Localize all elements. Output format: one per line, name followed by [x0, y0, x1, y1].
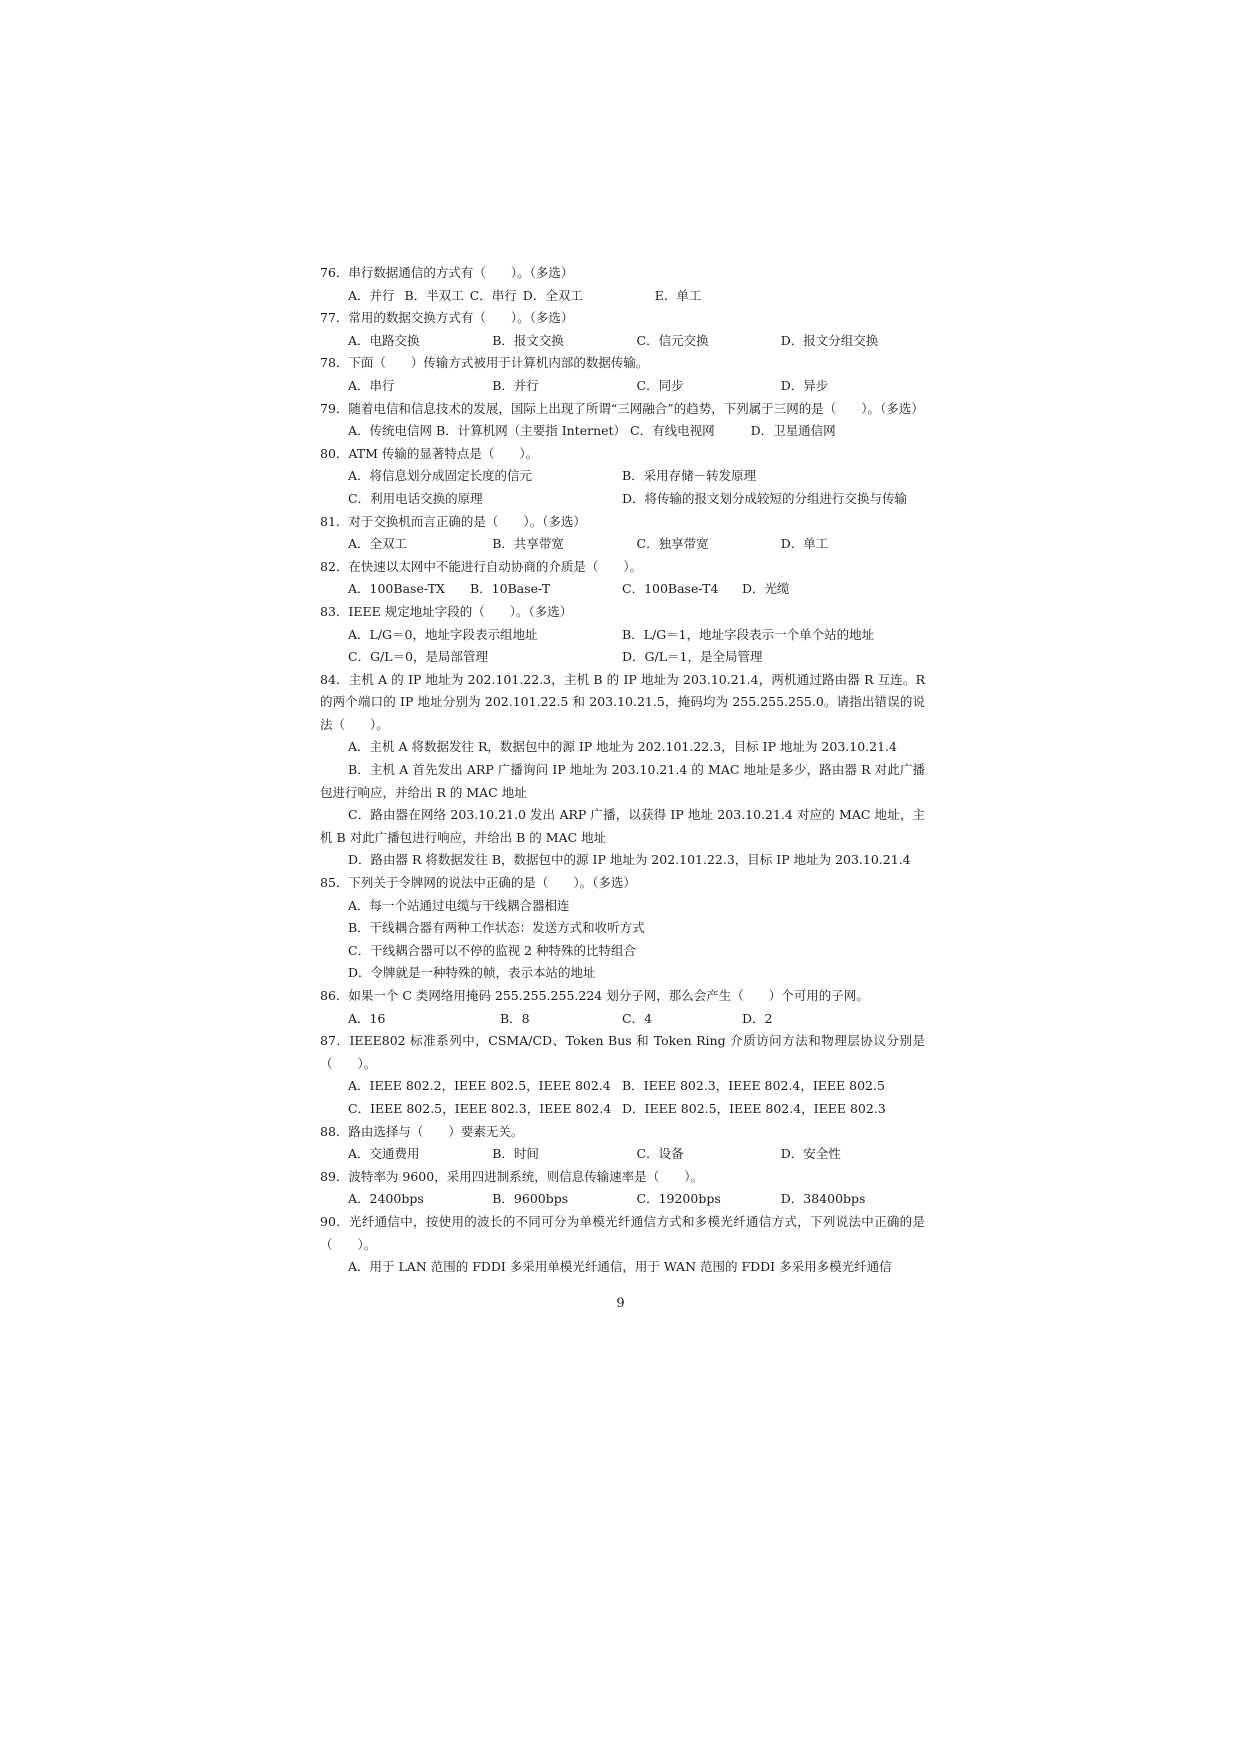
options-88 — [320, 1143, 925, 1166]
options-89 — [320, 1188, 925, 1211]
options-80-row1 — [320, 465, 925, 488]
question-78: 78．下面（ ）传输方式被用于计算机内部的数据传输。 — [320, 355, 649, 371]
options-78 — [320, 375, 925, 398]
option: C．信元交换 — [636, 332, 709, 348]
option: C．G/L＝0，是局部管理 — [348, 649, 489, 665]
question-88: 88．路由选择与（ ）要素无关。 — [320, 1123, 524, 1139]
options-83-row1 — [320, 624, 925, 647]
options-82 — [320, 578, 925, 601]
options-83-row2 — [320, 646, 925, 669]
option: D．报文分组交换 — [780, 332, 879, 348]
option: B．计算机网（主要指 Internet） — [436, 423, 627, 439]
option: A．交通费用 — [348, 1146, 420, 1162]
option: B．10Base-T — [470, 581, 551, 597]
option: B．干线耦合器有两种工作状态：发送方式和收听方式 — [348, 920, 645, 936]
option: C．19200bps — [636, 1191, 721, 1207]
option: C．100Base-T4 — [622, 581, 719, 597]
option: A．传统电信网 — [348, 423, 433, 439]
question-81: 81．对于交换机而言正确的是（ ）。（多选） — [320, 513, 586, 529]
question-82: 82．在快速以太网中不能进行自动协商的介质是（ ）。 — [320, 558, 643, 574]
option: D．G/L＝1，是全局管理 — [622, 649, 763, 665]
option: D．路由器 R 将数据发往 B，数据包中的源 IP 地址为 202.101.22.3，目标 IP 地址为 203.10.21.4 — [348, 852, 911, 868]
document-body — [320, 262, 925, 1279]
option: B．IEEE 802.3，IEEE 802.4，IEEE 802.5 — [622, 1078, 885, 1094]
options-79 — [320, 420, 925, 443]
option: C．独享带宽 — [636, 536, 709, 552]
option: D．安全性 — [780, 1146, 841, 1162]
option: A．100Base-TX — [348, 581, 445, 597]
question-87: 87．IEEE802 标准系列中，CSMA/CD、Token Bus 和 Token Ring 介质访问方法和物理层协议分别是（ ）。 — [320, 1033, 925, 1071]
option: B．主机 A 首先发出 ARP 广播询问 IP 地址为 203.10.21.4 的 MAC 地址是多少，路由器 R 对此广播包进行响应，并给出 R 的 MAC 地址 — [320, 762, 925, 800]
options-76 — [320, 285, 925, 308]
option: D．IEEE 802.5，IEEE 802.4，IEEE 802.3 — [622, 1100, 886, 1116]
option: B．半双工 — [404, 287, 464, 303]
question-89: 89．波特率为 9600，采用四进制系统，则信息传输速率是（ ）。 — [320, 1168, 703, 1184]
option: C．同步 — [636, 377, 684, 393]
option: B．采用存储－转发原理 — [622, 468, 757, 484]
option: B．报文交换 — [492, 332, 564, 348]
option: D．卫星通信网 — [750, 423, 836, 439]
option: A．每一个站通过电缆与干线耦合器相连 — [348, 897, 570, 913]
option: C．4 — [622, 1010, 653, 1026]
question-86: 86．如果一个 C 类网络用掩码 255.255.255.224 划分子网，那么会产生（ ）个可用的子网。 — [320, 988, 869, 1003]
option: B．L/G＝1，地址字段表示一个单个站的地址 — [622, 626, 875, 642]
option: A．L/G＝0，地址字段表示组地址 — [348, 626, 538, 642]
option: D．令牌就是一种特殊的帧，表示本站的地址 — [348, 965, 596, 981]
option: C．有线电视网 — [630, 423, 715, 439]
question-83: 83．IEEE 规定地址字段的（ ）。（多选） — [320, 603, 573, 619]
options-86 — [320, 1008, 925, 1031]
option: A．16 — [348, 1010, 386, 1026]
option: D．全双工 — [522, 287, 583, 303]
question-79: 79．随着电信和信息技术的发展，国际上出现了所谓“三网融合”的趋势，下列属于三网的是（ ）。（多选） — [320, 400, 924, 416]
question-84: 84．主机 A 的 IP 地址为 202.101.22.3，主机 B 的 IP 地址为 203.10.21.4，两机通过路由器 R 互连。R 的两个端口的 IP 地址分别为 202.101.22.5 和 203.10.21.5，掩码均为 255.255.255.0。请指出错误的说法（ ）。 — [320, 671, 925, 732]
option: C．利用电话交换的原理 — [348, 490, 483, 506]
option: A．电路交换 — [348, 332, 420, 348]
option: B．共享带宽 — [492, 536, 564, 552]
option: B．并行 — [492, 377, 539, 393]
option: D．光缆 — [742, 581, 790, 597]
question-85: 85．下列关于令牌网的说法中正确的是（ ）。（多选） — [320, 875, 636, 891]
option: B．时间 — [492, 1146, 539, 1162]
option: E．单工 — [654, 287, 702, 303]
options-87-row1 — [320, 1075, 925, 1098]
option: A．全双工 — [348, 536, 408, 552]
option: B．8 — [500, 1010, 530, 1026]
option: C．干线耦合器可以不停的监视 2 种特殊的比特组合 — [348, 942, 636, 958]
question-76: 76．串行数据通信的方式有（ ）。（多选） — [320, 265, 574, 280]
option: A．用于 LAN 范围的 FDDI 多采用单模光纤通信，用于 WAN 范围的 FDDI 多采用多模光纤通信 — [348, 1259, 892, 1275]
option: A．并行 — [348, 287, 395, 303]
option: D．异步 — [780, 377, 829, 393]
page-number: 9 — [616, 1296, 625, 1311]
option: B．9600bps — [492, 1191, 569, 1207]
question-90: 90．光纤通信中，按使用的波长的不同可分为单模光纤通信方式和多模光纤通信方式，下列说法中正确的是（ ）。 — [320, 1213, 925, 1252]
option: C．设备 — [636, 1146, 684, 1162]
options-80-row2 — [320, 488, 925, 511]
option: D．将传输的报文划分成较短的分组进行交换与传输 — [622, 490, 908, 506]
option: D．单工 — [780, 536, 829, 552]
options-81 — [320, 533, 925, 556]
option: C．IEEE 802.5，IEEE 802.3，IEEE 802.4 — [348, 1100, 612, 1116]
option: A．IEEE 802.2，IEEE 802.5，IEEE 802.4 — [348, 1078, 611, 1094]
options-77 — [320, 330, 925, 353]
option: C．路由器在网络 203.10.21.0 发出 ARP 广播，以获得 IP 地址 203.10.21.4 对应的 MAC 地址，主机 B 对此广播包进行响应，并给出 B 的 MAC 地址 — [320, 807, 925, 845]
option: C．串行 — [469, 287, 517, 303]
option: D．38400bps — [780, 1191, 866, 1207]
option: A．2400bps — [348, 1191, 424, 1207]
option: A．主机 A 将数据发往 R，数据包中的源 IP 地址为 202.101.22.3，目标 IP 地址为 203.10.21.4 — [348, 739, 897, 755]
option: A．串行 — [348, 377, 395, 393]
option: A．将信息划分成固定长度的信元 — [348, 468, 533, 484]
question-80: 80．ATM 传输的显著特点是（ ）。 — [320, 445, 539, 461]
question-77: 77．常用的数据交换方式有（ ）。（多选） — [320, 310, 574, 326]
options-87-row2 — [320, 1098, 925, 1121]
option: D．2 — [742, 1010, 773, 1026]
